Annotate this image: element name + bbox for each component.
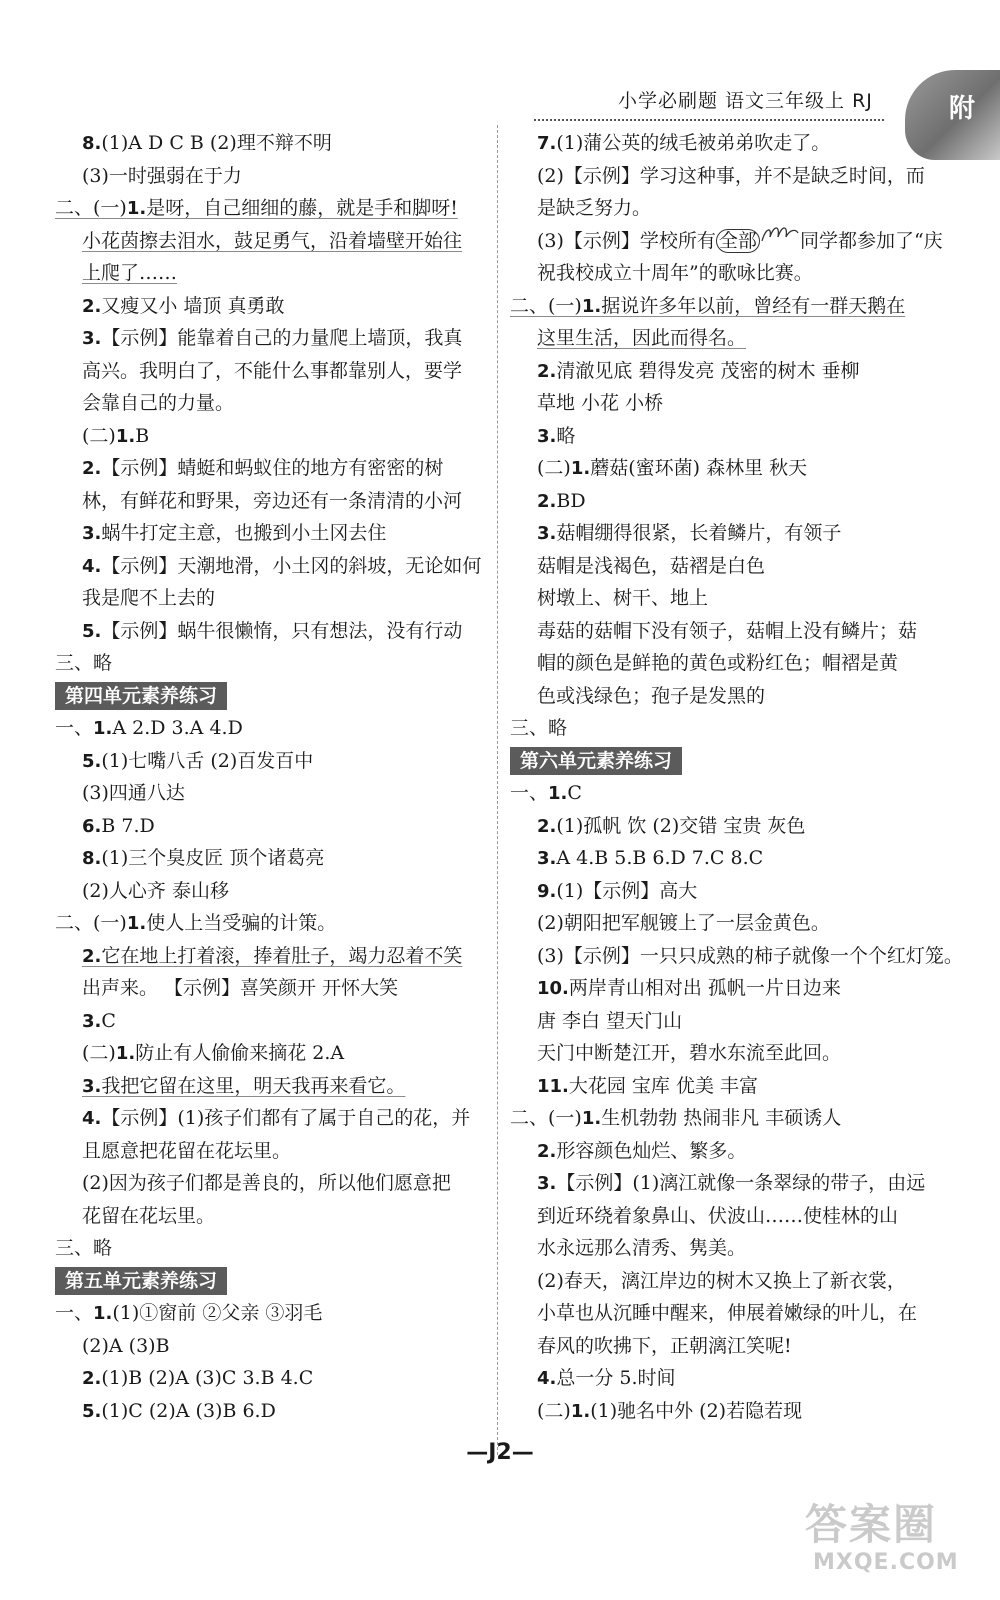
answer-text: 【示例】(1)孩子们都有了属于自己的花，并 bbox=[101, 1107, 471, 1129]
answer-line bbox=[55, 160, 495, 193]
page-number: —J2— bbox=[466, 1440, 534, 1465]
answer-line bbox=[510, 192, 950, 225]
question-number: 8. bbox=[82, 848, 102, 869]
question-number: 3. bbox=[82, 328, 102, 349]
question-number: 10. bbox=[537, 978, 569, 999]
question-number: 2. bbox=[537, 490, 557, 512]
answer-line bbox=[510, 810, 950, 843]
section-heading bbox=[55, 1265, 495, 1298]
answer-text: 略 bbox=[548, 717, 568, 739]
circled-word: 全部 bbox=[716, 229, 760, 253]
answer-text: 水永远那么清秀、隽美。 bbox=[537, 1237, 747, 1259]
question-number: 1. bbox=[581, 295, 602, 317]
answer-line bbox=[510, 1265, 950, 1298]
section-marker: 三、 bbox=[510, 717, 549, 739]
answer-line bbox=[55, 615, 495, 648]
deletion-mark-icon bbox=[760, 225, 800, 243]
answer-text: (1)A D C B (2)理不辩不明 bbox=[101, 132, 332, 154]
answer-text: (1)①窗前 ②父亲 ③羽毛 bbox=[112, 1302, 323, 1324]
answer-text: 防止有人偷偷来摘花 2.A bbox=[135, 1042, 345, 1064]
answer-text: 形容颜色灿烂、繁多。 bbox=[556, 1139, 747, 1162]
answer-text: 蘑菇(蜜环菌) 森林里 秋天 bbox=[590, 457, 808, 479]
answer-text: (3)【示例】学校所有 bbox=[537, 229, 716, 252]
page-header: 小学必刷题 语文三年级上 RJ bbox=[618, 90, 873, 112]
question-number: 1. bbox=[548, 783, 568, 804]
question-number: 4. bbox=[82, 555, 102, 577]
answer-line bbox=[55, 1395, 495, 1428]
answer-line bbox=[55, 777, 495, 810]
answer-text: 帽的颜色是鲜艳的黄色或粉红色；帽褶是黄 bbox=[537, 652, 899, 674]
answer-text: A 4.B 5.B 6.D 7.C 8.C bbox=[556, 847, 764, 869]
question-number: 1. bbox=[570, 1400, 591, 1422]
question-number: 2. bbox=[82, 295, 102, 317]
answer-text: 出声来。 【示例】喜笑颜开 开怀大笑 bbox=[82, 977, 399, 999]
section-marker: 一、 bbox=[55, 717, 94, 739]
question-number: 3. bbox=[537, 425, 557, 447]
answer-text: 是缺乏努力。 bbox=[537, 197, 652, 219]
answer-line bbox=[510, 452, 950, 485]
answer-line bbox=[510, 615, 950, 648]
section-marker: 一、 bbox=[55, 1302, 94, 1324]
answer-line bbox=[55, 1167, 495, 1200]
answer-text: (3)【示例】一只只成熟的柿子就像一个个红灯笼。 bbox=[537, 944, 963, 967]
answer-line bbox=[510, 290, 950, 323]
answer-text: (1)蒲公英的绒毛被弟弟吹走了。 bbox=[556, 132, 831, 154]
answer-line bbox=[510, 1070, 950, 1103]
answer-line bbox=[510, 1037, 950, 1070]
answer-text: 树墩上、树干、地上 bbox=[537, 587, 709, 609]
answer-text: 上爬了…… bbox=[82, 262, 178, 284]
answer-line bbox=[510, 160, 950, 193]
answer-text: 【示例】能靠着自己的力量爬上墙顶，我真 bbox=[101, 327, 463, 349]
answer-line bbox=[510, 712, 950, 745]
answer-line bbox=[55, 322, 495, 355]
answer-line bbox=[55, 550, 495, 583]
answer-line bbox=[510, 875, 950, 908]
answer-line bbox=[510, 355, 950, 388]
right-column bbox=[510, 127, 963, 1427]
answer-text: 春风的吹拂下，正朝漓江笑呢! bbox=[537, 1334, 792, 1357]
question-number: 1. bbox=[570, 458, 591, 479]
answer-text: (2)朝阳把军舰镀上了一层金黄色。 bbox=[537, 912, 830, 934]
answer-text: 又瘦又小 墙顶 真勇敢 bbox=[101, 294, 285, 317]
answer-text: 略 bbox=[93, 652, 113, 674]
answer-text: 总一分 5.时间 bbox=[556, 1367, 676, 1389]
answer-line bbox=[55, 387, 495, 420]
question-number: 1. bbox=[581, 1108, 602, 1129]
answer-text: 清澈见底 碧得发亮 茂密的树木 垂柳 bbox=[556, 359, 860, 382]
answer-line bbox=[55, 420, 495, 453]
question-number: 3. bbox=[82, 523, 102, 544]
answer-line bbox=[55, 355, 495, 388]
answer-line bbox=[510, 1200, 950, 1233]
question-number: 1. bbox=[126, 198, 147, 219]
answer-text: 色或浅绿色；孢子是发黑的 bbox=[537, 684, 766, 707]
question-number: 2. bbox=[537, 1140, 557, 1162]
answer-text: 会靠自己的力量。 bbox=[82, 392, 235, 414]
answer-text: 大花园 宝库 优美 丰富 bbox=[568, 1074, 759, 1097]
answer-line bbox=[55, 1070, 495, 1103]
section-marker: 二、(一) bbox=[510, 294, 582, 317]
section-marker: 三、 bbox=[55, 652, 94, 674]
answer-text: (3)一时强弱在于力 bbox=[82, 164, 242, 187]
section-tab-label: 附 bbox=[949, 94, 976, 124]
question-number: 5. bbox=[82, 750, 102, 772]
answer-line bbox=[510, 972, 950, 1005]
answer-text: 菇帽是浅褐色，菇褶是白色 bbox=[537, 554, 766, 577]
answer-line bbox=[55, 972, 495, 1005]
question-number: 4. bbox=[537, 1368, 557, 1389]
answer-text: 蜗牛打定主意，也搬到小土冈去住 bbox=[101, 522, 387, 544]
answer-line bbox=[55, 257, 495, 290]
answer-line bbox=[55, 907, 495, 940]
answer-text: (1)B (2)A (3)C 3.B 4.C bbox=[101, 1367, 314, 1389]
question-number: 3. bbox=[537, 1173, 557, 1194]
question-number: 5. bbox=[82, 1400, 102, 1422]
answer-line bbox=[55, 940, 495, 973]
section-heading-label: 第六单元素养练习 bbox=[510, 747, 682, 775]
answer-text: 两岸青山相对出 孤帆一片日边来 bbox=[568, 977, 841, 999]
answer-text: 高兴。我明白了，不能什么事都靠别人，要学 bbox=[82, 359, 463, 382]
answer-text: 小花茵擦去泪水，鼓足勇气，沿着墙壁开始往 bbox=[82, 229, 463, 252]
answer-text: B 7.D bbox=[101, 814, 155, 837]
answer-text: 【示例】蜗牛很懒惰，只有想法，没有行动 bbox=[101, 619, 463, 642]
answer-text: 到近环绕着象鼻山、伏波山……使桂林的山 bbox=[537, 1204, 899, 1227]
answer-line bbox=[510, 940, 963, 973]
section-heading bbox=[510, 745, 950, 778]
answer-text: 小草也从沉睡中醒来，伸展着嫩绿的叶儿，在 bbox=[537, 1302, 918, 1324]
answer-line bbox=[55, 842, 495, 875]
answer-text: 花留在花坛里。 bbox=[82, 1204, 216, 1227]
answer-line bbox=[55, 1362, 495, 1395]
answer-text: 【示例】(1)漓江就像一条翠绿的带子，由远 bbox=[556, 1172, 926, 1194]
question-number: 9. bbox=[537, 880, 557, 902]
answer-text: 它在地上打着滚，捧着肚子，竭力忍着不笑 bbox=[101, 944, 463, 967]
answer-line bbox=[55, 127, 495, 160]
answer-line bbox=[55, 875, 495, 908]
answer-text: (1)C (2)A (3)B 6.D bbox=[101, 1399, 276, 1422]
answer-line bbox=[510, 647, 950, 680]
answer-line bbox=[510, 680, 950, 713]
answer-line bbox=[55, 1005, 495, 1038]
section-marker: 二、(一) bbox=[55, 197, 127, 219]
answer-line bbox=[510, 842, 950, 875]
answer-text: 据说许多年以前，曾经有一群天鹅在 bbox=[601, 294, 906, 317]
answer-line bbox=[55, 1330, 495, 1363]
question-number: 4. bbox=[82, 1108, 102, 1129]
question-number: 2. bbox=[537, 815, 557, 837]
question-number: 3. bbox=[537, 523, 557, 544]
section-marker: (二) bbox=[537, 1399, 571, 1422]
answer-line bbox=[55, 1200, 495, 1233]
answer-text: (1)三个臭皮匠 顶个诸葛亮 bbox=[101, 847, 325, 869]
answer-text: C bbox=[567, 782, 582, 804]
watermark-logo bbox=[805, 1492, 985, 1592]
answer-text: (1)孤帆 饮 (2)交错 宝贵 灰色 bbox=[556, 814, 806, 837]
question-number: 11. bbox=[537, 1075, 569, 1097]
section-marker: 一、 bbox=[510, 782, 549, 804]
question-number: 2. bbox=[82, 945, 102, 967]
answer-line bbox=[55, 582, 495, 615]
answer-line bbox=[55, 1232, 495, 1265]
answer-line bbox=[55, 485, 495, 518]
answer-text: 唐 李白 望天门山 bbox=[537, 1009, 683, 1032]
answer-text: 略 bbox=[93, 1237, 113, 1259]
answer-text: 这里生活，因此而得名。 bbox=[537, 327, 747, 349]
answer-line bbox=[510, 550, 950, 583]
answer-text: 生机勃勃 热闹非凡 丰硕诱人 bbox=[601, 1107, 842, 1129]
answer-line bbox=[510, 1297, 950, 1330]
answer-text: 天门中断楚江开，碧水东流至此回。 bbox=[537, 1042, 842, 1064]
answer-line bbox=[510, 1102, 950, 1135]
question-number: 5. bbox=[82, 620, 102, 642]
answer-line bbox=[55, 647, 495, 680]
answer-text: 同学都参加了“庆 bbox=[799, 229, 943, 252]
answer-text: B bbox=[135, 424, 150, 447]
answer-text: BD bbox=[556, 489, 586, 512]
section-heading-label: 第四单元素养练习 bbox=[55, 682, 227, 710]
answer-line bbox=[55, 452, 495, 485]
answer-text: 祝我校成立十周年”的歌咏比赛。 bbox=[537, 262, 813, 284]
answer-line bbox=[510, 582, 950, 615]
watermark-url: MXQE.COM bbox=[813, 1550, 959, 1575]
question-number: 2. bbox=[82, 458, 102, 479]
answer-line bbox=[510, 907, 950, 940]
answer-line bbox=[510, 387, 950, 420]
answer-text: 【示例】蜻蜓和蚂蚁住的地方有密密的树 bbox=[101, 457, 444, 479]
answer-line bbox=[55, 1135, 495, 1168]
question-number: 2. bbox=[537, 360, 557, 382]
answer-line bbox=[55, 810, 495, 843]
section-heading-label: 第五单元素养练习 bbox=[55, 1267, 227, 1295]
question-number: 1. bbox=[115, 425, 136, 447]
answer-text: 使人上当受骗的计策。 bbox=[146, 912, 337, 934]
section-marker: 三、 bbox=[55, 1237, 94, 1259]
answer-text: (3)四通八达 bbox=[82, 782, 185, 804]
question-number: 2. bbox=[82, 1368, 102, 1389]
answer-line bbox=[55, 1297, 495, 1330]
section-marker: 二、(一) bbox=[510, 1107, 582, 1129]
question-number: 1. bbox=[126, 913, 147, 934]
answer-text: 草地 小花 小桥 bbox=[537, 392, 664, 414]
answer-text: 略 bbox=[556, 424, 576, 447]
section-marker: (二) bbox=[82, 424, 116, 447]
answer-line bbox=[55, 192, 495, 225]
header-dotted-rule bbox=[534, 119, 884, 121]
answer-line bbox=[510, 1005, 950, 1038]
answer-text: 菇帽绷得很紧，长着鳞片，有领子 bbox=[556, 522, 842, 544]
answer-text: 我是爬不上去的 bbox=[82, 587, 216, 609]
answer-line bbox=[55, 290, 495, 323]
answer-line bbox=[510, 1135, 950, 1168]
section-marker: 二、(一) bbox=[55, 912, 127, 934]
question-number: 8. bbox=[82, 133, 102, 154]
answer-text: 林，有鲜花和野果，旁边还有一条清清的小河 bbox=[82, 489, 463, 512]
answer-line bbox=[510, 420, 950, 453]
question-number: 1. bbox=[115, 1043, 136, 1064]
column-divider bbox=[497, 125, 498, 1455]
answer-line bbox=[55, 517, 495, 550]
answer-text: (2)春天，漓江岸边的树木又换上了新衣裳， bbox=[537, 1269, 906, 1292]
answer-text: A 2.D 3.A 4.D bbox=[112, 717, 243, 739]
question-number: 3. bbox=[82, 1010, 102, 1032]
answer-line bbox=[510, 777, 950, 810]
answer-text: 是呀，自己细细的藤，就是手和脚呀! bbox=[146, 197, 458, 219]
question-number: 6. bbox=[82, 815, 102, 837]
answer-line bbox=[510, 127, 950, 160]
answer-line bbox=[510, 1167, 950, 1200]
answer-line bbox=[55, 712, 495, 745]
answer-line bbox=[510, 1395, 950, 1428]
answer-text: (1)【示例】高大 bbox=[556, 879, 698, 902]
answer-text: 且愿意把花留在花坛里。 bbox=[82, 1139, 292, 1162]
question-number: 3. bbox=[537, 848, 557, 869]
answer-line bbox=[55, 745, 495, 778]
answer-line bbox=[55, 1102, 495, 1135]
question-number: 3. bbox=[82, 1075, 102, 1097]
answer-line bbox=[55, 1037, 495, 1070]
question-number: 7. bbox=[537, 133, 557, 154]
answer-text: C bbox=[101, 1009, 116, 1032]
answer-text: (2)A (3)B bbox=[82, 1334, 170, 1357]
answer-line bbox=[510, 257, 950, 290]
answer-text: (2)人心齐 泰山移 bbox=[82, 879, 229, 902]
answer-text: 【示例】天潮地滑，小土冈的斜坡，无论如何 bbox=[101, 554, 482, 577]
question-number: 1. bbox=[93, 718, 113, 739]
answer-text: (2)因为孩子们都是善良的，所以他们愿意把 bbox=[82, 1172, 451, 1194]
left-column bbox=[55, 127, 495, 1427]
answer-line bbox=[510, 485, 950, 518]
answer-line bbox=[510, 225, 950, 258]
answer-line bbox=[55, 225, 495, 258]
watermark-text: 答案圈 bbox=[805, 1500, 938, 1549]
answer-line bbox=[510, 1330, 950, 1363]
answer-line bbox=[510, 517, 950, 550]
answer-text: (1)驰名中外 (2)若隐若现 bbox=[590, 1399, 803, 1422]
section-marker: (二) bbox=[537, 457, 571, 479]
answer-text: (2)【示例】学习这种事，并不是缺乏时间，而 bbox=[537, 164, 925, 187]
answer-text: 我把它留在这里，明天我再来看它。 bbox=[101, 1074, 406, 1097]
answer-line bbox=[510, 322, 950, 355]
question-number: 1. bbox=[93, 1303, 113, 1324]
section-heading bbox=[55, 680, 495, 713]
answer-line bbox=[510, 1232, 950, 1265]
answer-text: (1)七嘴八舌 (2)百发百中 bbox=[101, 749, 314, 772]
answer-text: 毒菇的菇帽下没有领子，菇帽上没有鳞片；菇 bbox=[537, 619, 918, 642]
answer-line bbox=[510, 1362, 950, 1395]
section-marker: (二) bbox=[82, 1042, 116, 1064]
